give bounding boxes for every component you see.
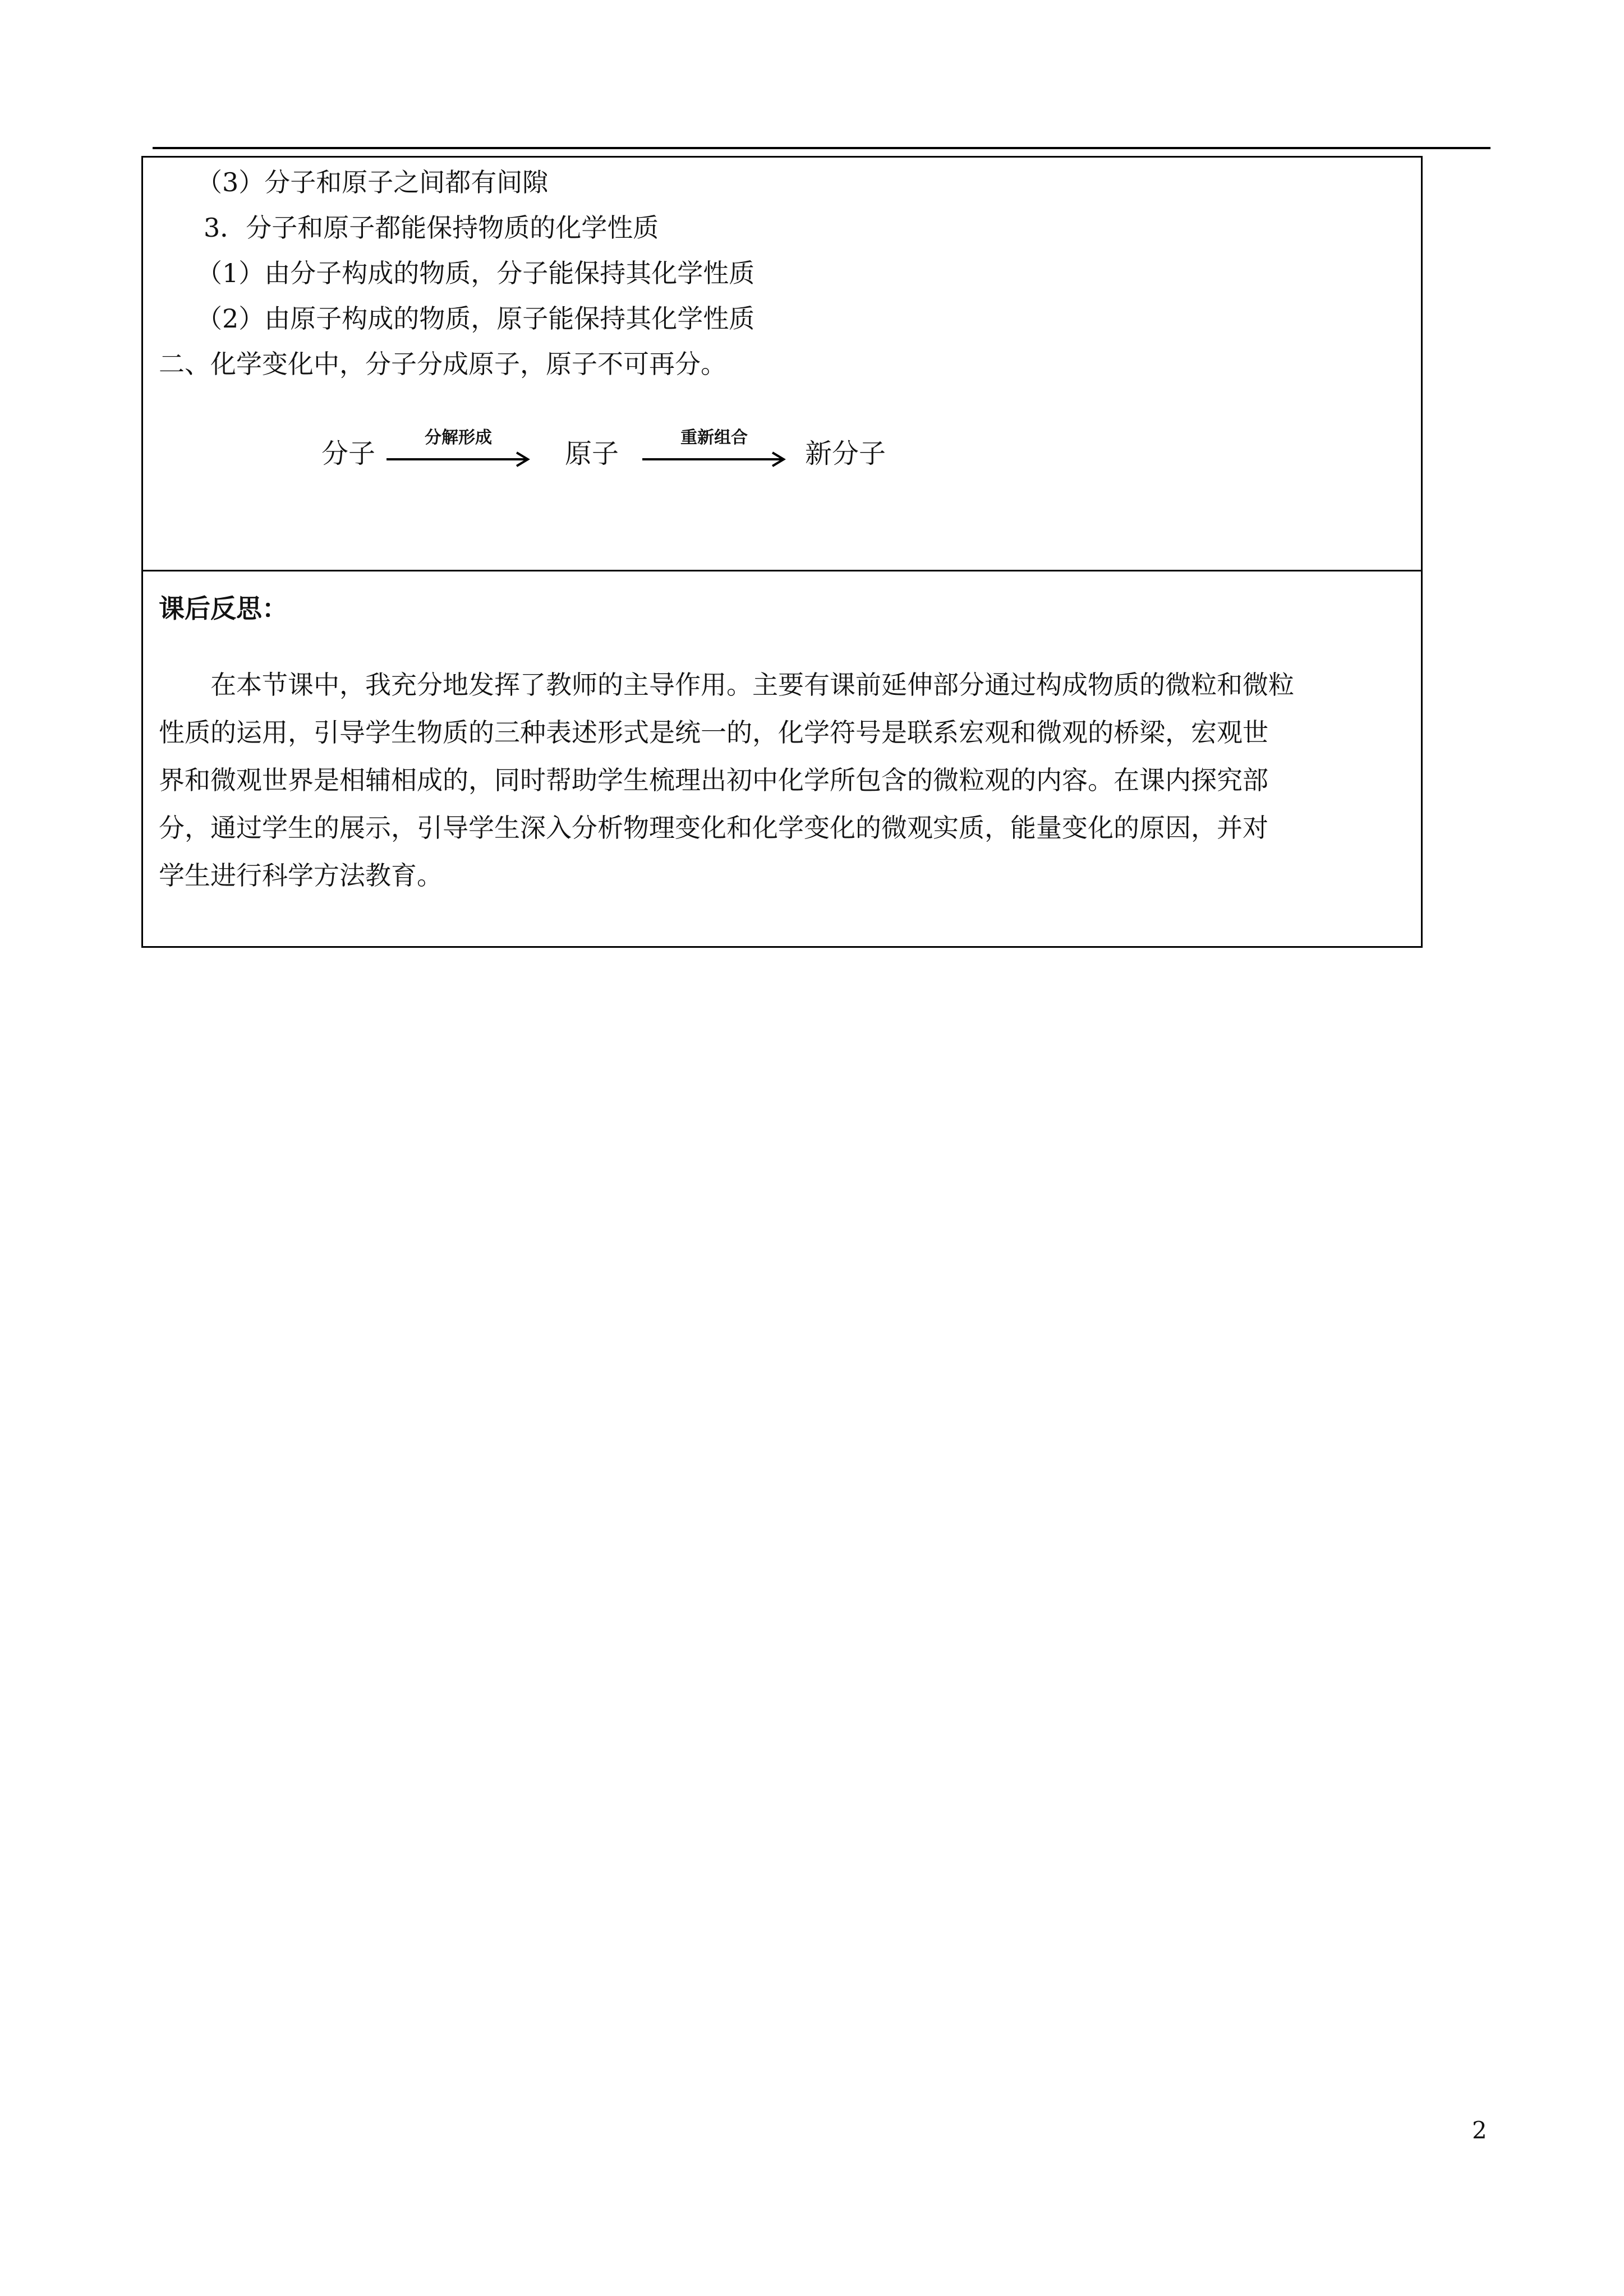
reflection-line: 学生进行科学方法教育。 — [159, 860, 443, 891]
section-2-heading: 二、化学变化中，分子分成原子，原子不可再分。 — [159, 349, 726, 379]
point-3-gaps: （3）分子和原子之间都有间隙 — [196, 167, 549, 197]
flow-new-molecule: 新分子 — [805, 438, 886, 469]
arrow-recombine-label: 重新组合 — [680, 428, 748, 448]
arrow-decompose — [385, 428, 531, 473]
reflection-line: 分，通过学生的展示，引导学生深入分析物理变化和化学变化的微观实质，能量变化的原因，并对 — [159, 813, 1268, 843]
lesson-table — [141, 156, 1423, 948]
content-cell — [143, 158, 1421, 571]
right-arrow-icon — [385, 448, 531, 471]
sub-point-1-molecules: （1）由分子构成的物质，分子能保持其化学性质 — [196, 258, 755, 288]
right-arrow-icon — [641, 448, 787, 471]
reflection-heading: 课后反思： — [159, 593, 288, 624]
reflection-cell — [143, 571, 1421, 948]
reflection-line: 在本节课中，我充分地发挥了教师的主导作用。主要有课前延伸部分通过构成物质的微粒和微粒 — [210, 670, 1294, 700]
reflection-paragraph — [159, 661, 1415, 900]
arrow-decompose-label: 分解形成 — [425, 428, 492, 448]
arrow-recombine — [641, 428, 787, 473]
reflection-line: 界和微观世界是相辅相成的，同时帮助学生梳理出初中化学所包含的微粒观的内容。在课内探究部 — [159, 765, 1268, 795]
sub-point-2-atoms: （2）由原子构成的物质，原子能保持其化学性质 — [196, 303, 755, 334]
header-rule — [153, 147, 1490, 149]
reaction-flow-diagram — [143, 421, 1421, 472]
flow-molecule: 分子 — [321, 438, 376, 469]
page-number: 2 — [1472, 2117, 1487, 2144]
flow-atom: 原子 — [565, 438, 619, 469]
point-3-chemical-properties: 3．分子和原子都能保持物质的化学性质 — [204, 213, 659, 243]
reflection-line: 性质的运用，引导学生物质的三种表述形式是统一的，化学符号是联系宏观和微观的桥梁，宏观世 — [159, 717, 1268, 748]
